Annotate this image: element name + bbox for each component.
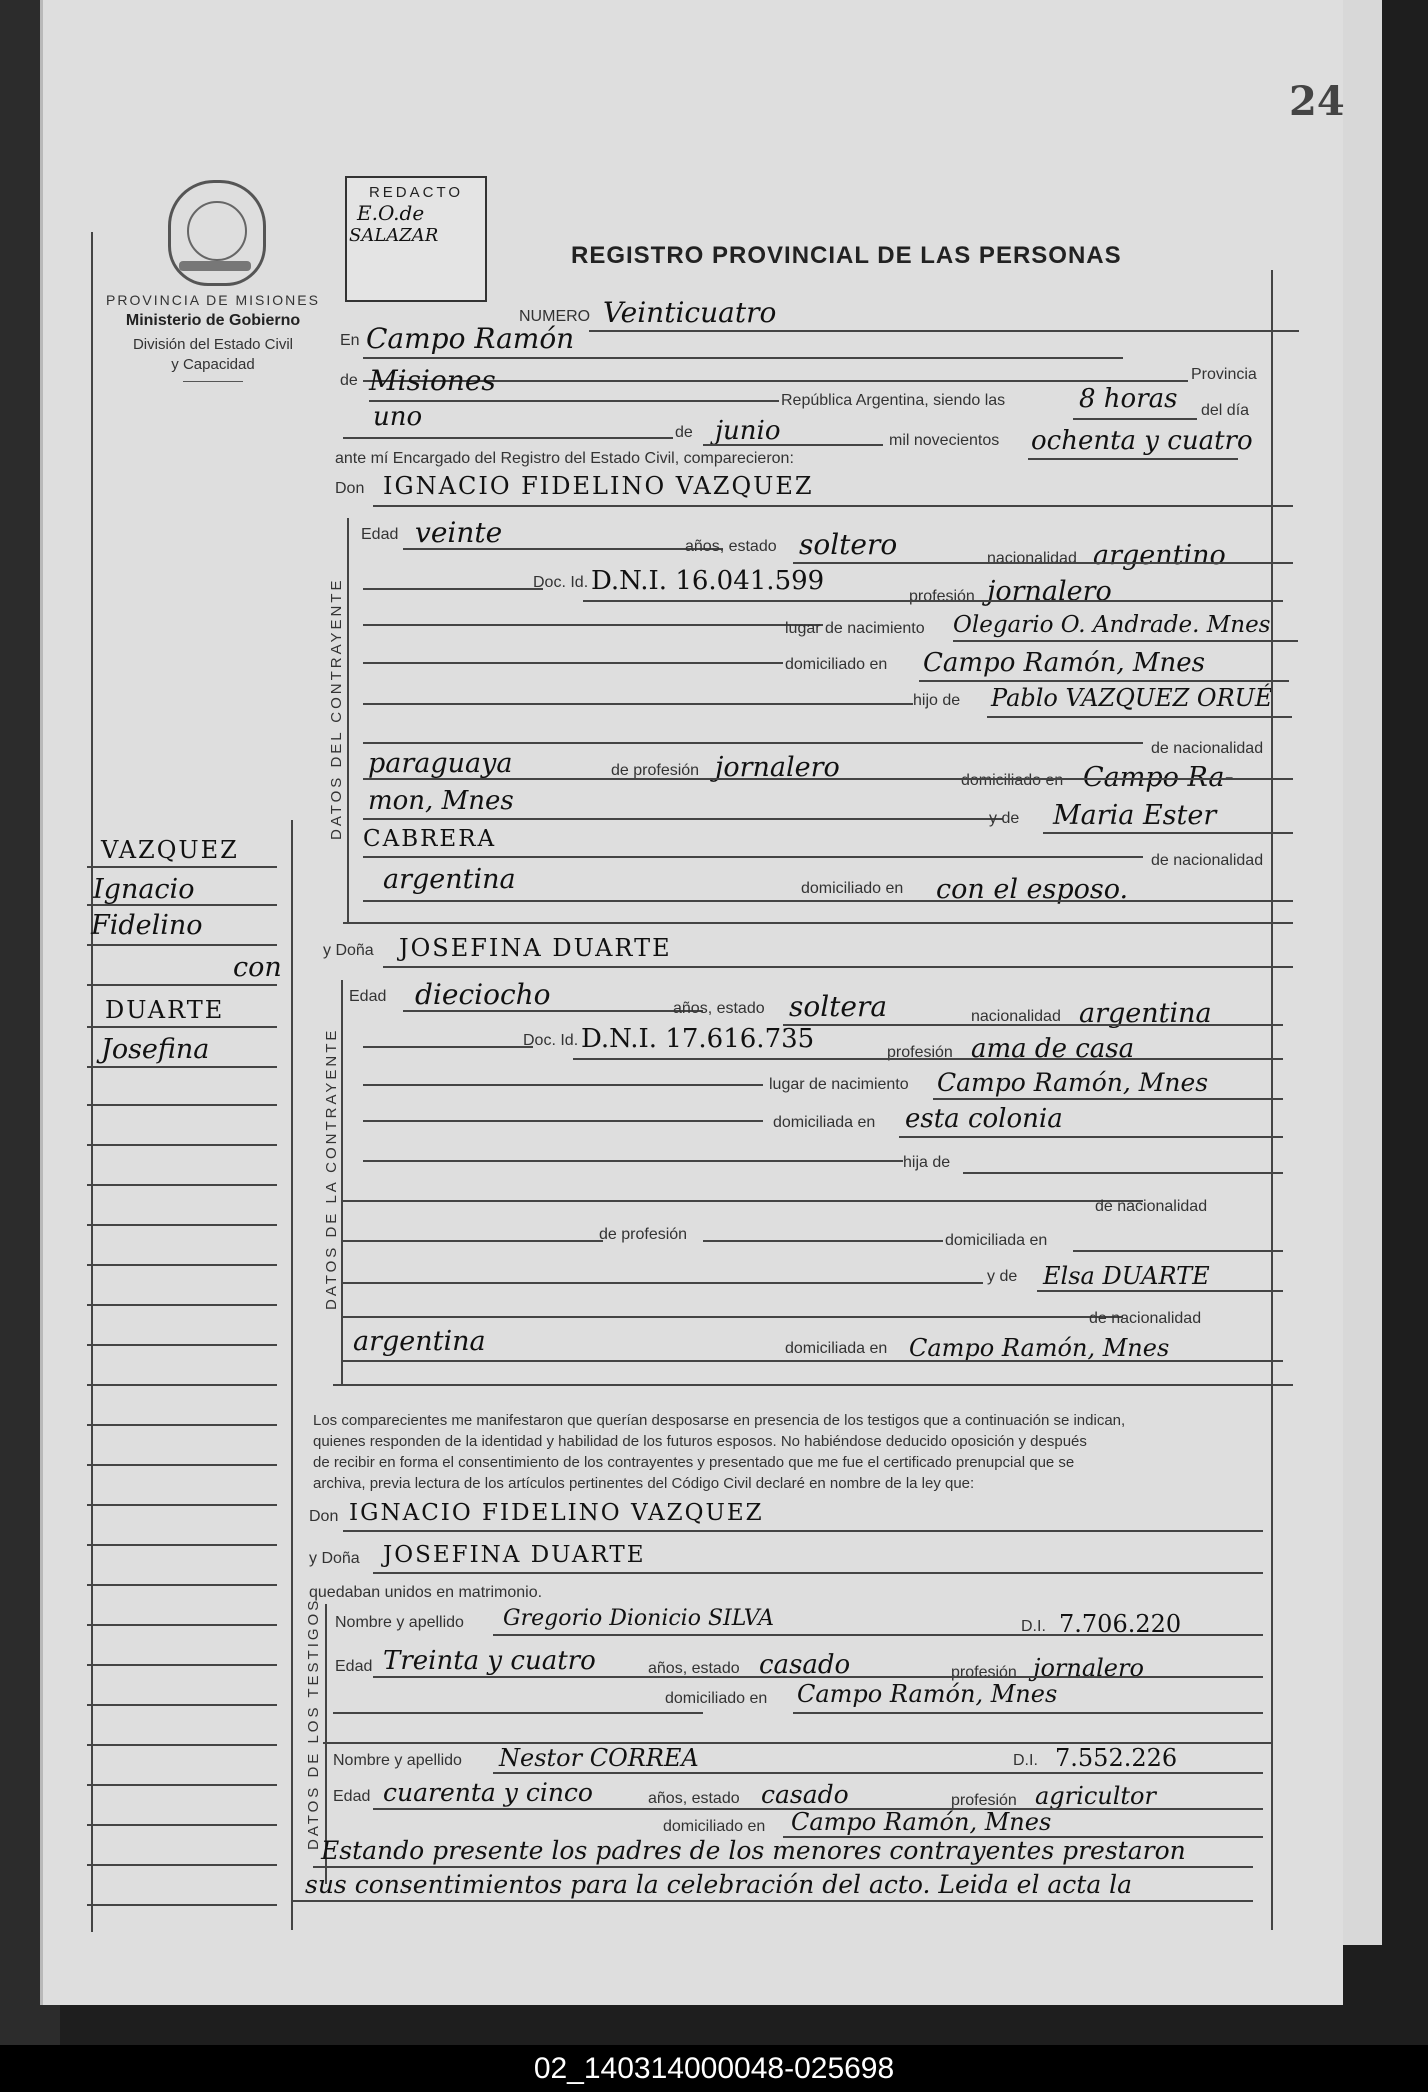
margin-line xyxy=(87,1544,277,1546)
margin-line xyxy=(87,1624,277,1626)
field-line xyxy=(987,716,1292,718)
de-value: Misiones xyxy=(369,364,496,397)
field-line xyxy=(343,1530,1263,1532)
contrayente-domicilio: Campo Ramón, Mnes xyxy=(923,648,1205,678)
margin-line xyxy=(87,1344,277,1346)
contrayente-lugar: Olegario O. Andrade. Mnes xyxy=(953,612,1271,638)
padre-domicilio-2: mon, Mnes xyxy=(368,786,514,816)
section-label-testigos: DATOS DE LOS TESTIGOS xyxy=(305,1597,322,1850)
field-line xyxy=(363,778,1293,780)
ante-text: ante mí Encargado del Registro del Estado Civil, comparecieron: xyxy=(335,450,794,467)
profesion-label: profesión xyxy=(909,588,975,605)
t1-edad-label: Edad xyxy=(335,1658,373,1675)
contrayente-f-nacionalidad: argentina xyxy=(1079,998,1212,1029)
t1-anios-label: años, estado xyxy=(648,1660,740,1677)
field-line xyxy=(933,1098,1283,1100)
page-title: REGISTRO PROVINCIAL DE LAS PERSONAS xyxy=(571,242,1122,269)
margin-line xyxy=(87,1744,277,1746)
margin-rule xyxy=(291,820,293,1930)
field-line xyxy=(403,548,723,550)
field-line xyxy=(793,1712,1263,1714)
anios-label: años, estado xyxy=(685,538,777,555)
declaration-line: archiva, previa lectura de los artículos pertinentes del Código Civil declaré en nombre de la ley que: xyxy=(313,1475,975,1492)
madre-domicilio-label: domiciliado en xyxy=(801,880,904,897)
margin-line xyxy=(87,1224,277,1226)
contrayente-nombre: IGNACIO FIDELINO VAZQUEZ xyxy=(383,472,814,500)
contrayente-profesion: jornalero xyxy=(987,576,1112,607)
notes-line-1: Estando presente los padres de los menores contrayentes prestaron xyxy=(321,1836,1186,1865)
margin-line xyxy=(87,866,277,868)
edad-label: Edad xyxy=(361,526,399,543)
margin-line xyxy=(87,904,277,906)
section-bottom-line xyxy=(343,922,1293,924)
field-line xyxy=(899,1136,1283,1138)
field-line xyxy=(373,1572,1263,1574)
dia-value: uno xyxy=(373,402,423,432)
mes-value: junio xyxy=(715,416,781,446)
field-line xyxy=(343,1316,1123,1318)
contrayente-f-nombre: JOSEFINA DUARTE xyxy=(399,934,672,962)
margin-line xyxy=(87,984,277,986)
hijo-label: hijo de xyxy=(913,692,961,709)
margin-line xyxy=(87,1704,277,1706)
t1-estado: casado xyxy=(759,1650,851,1680)
margin-line-2: Ignacio xyxy=(93,874,195,905)
margin-line xyxy=(87,1824,277,1826)
doc-label: Doc. Id. xyxy=(533,574,589,591)
margin-line xyxy=(87,1104,277,1106)
de-mes-label: de xyxy=(675,424,693,441)
section-label-contrayente: DATOS DEL CONTRAYENTE xyxy=(328,577,345,840)
field-line xyxy=(363,703,913,705)
t1-nombre: Gregorio Dionicio SILVA xyxy=(503,1606,774,1631)
declaration-dona-label: y Doña xyxy=(309,1550,360,1567)
field-line xyxy=(363,357,1123,359)
contrayente-f-doc: D.N.I. 17.616.735 xyxy=(581,1024,815,1054)
declaration-line: quienes responden de la identidad y habilidad de los futuros esposos. No habiéndose deducido oposición y después xyxy=(313,1433,1087,1450)
field-line xyxy=(919,680,1289,682)
stamp-label: REDACTO xyxy=(368,184,464,201)
field-line xyxy=(363,1120,763,1122)
declaration-line: de recibir en forma el consentimiento de los contrayentes y presentado que me fue el certificado prenupcial que se xyxy=(313,1454,1075,1471)
contrayente-f-estado: soltera xyxy=(789,990,888,1023)
margin-line xyxy=(87,1026,277,1028)
margin-line xyxy=(87,1504,277,1506)
declaration-don-label: Don xyxy=(309,1508,339,1525)
margin-line xyxy=(87,1066,277,1068)
anio-value: ochenta y cuatro xyxy=(1031,426,1253,456)
mil-label: mil novecientos xyxy=(889,432,1000,449)
t2-di: 7.552.226 xyxy=(1055,1744,1178,1772)
field-line xyxy=(403,1010,703,1012)
field-line xyxy=(373,1676,1263,1678)
field-line xyxy=(343,1360,1283,1362)
t2-domicilio: Campo Ramón, Mnes xyxy=(791,1808,1052,1836)
section-rule xyxy=(347,518,349,923)
stamp-line-2: SALAZAR xyxy=(349,225,439,246)
t2-di-label: D.I. xyxy=(1013,1752,1038,1769)
de-profesion-label: de profesión xyxy=(611,762,700,779)
contrayente-doc: D.N.I. 16.041.599 xyxy=(591,566,825,596)
contrayente-estado: soltero xyxy=(799,528,898,561)
y-de-label: y de xyxy=(989,810,1020,827)
contrayente-nacionalidad: argentino xyxy=(1093,540,1226,571)
t1-edad: Treinta y cuatro xyxy=(383,1646,596,1676)
declaration-don-value: IGNACIO FIDELINO VAZQUEZ xyxy=(349,1500,764,1526)
ministry-division-2: y Capacidad xyxy=(171,356,255,373)
right-rule xyxy=(1271,270,1273,1930)
margin-line xyxy=(87,1384,277,1386)
numero-value: Veinticuatro xyxy=(603,296,777,329)
field-line xyxy=(363,1160,903,1162)
madre-nacionalidad-label: de nacionalidad xyxy=(1151,852,1264,869)
ministry-name: Ministerio de Gobierno xyxy=(125,312,301,329)
margin-line xyxy=(87,1424,277,1426)
madre-nacionalidad: argentina xyxy=(383,864,516,895)
republica-label: República Argentina, siendo las xyxy=(781,392,1006,409)
del-dia-label: del día xyxy=(1201,402,1250,419)
margin-line-1: VAZQUEZ xyxy=(101,836,239,864)
domicilio-label: domiciliado en xyxy=(785,656,888,673)
margin-line xyxy=(87,1784,277,1786)
declaration-dona-value: JOSEFINA DUARTE xyxy=(383,1542,646,1568)
margin-line xyxy=(87,1584,277,1586)
stamp-line-1: E.O.de xyxy=(357,201,425,225)
field-line xyxy=(1073,418,1197,420)
field-line xyxy=(369,400,779,402)
madre-f-nacionalidad: argentina xyxy=(353,1326,486,1357)
t1-nombre-label: Nombre y apellido xyxy=(335,1614,464,1631)
field-line xyxy=(363,662,783,664)
t2-nombre-label: Nombre y apellido xyxy=(333,1752,462,1769)
t2-nombre: Nestor CORREA xyxy=(499,1744,699,1772)
field-line xyxy=(1043,832,1293,834)
margin-line xyxy=(87,1904,277,1906)
field-line xyxy=(363,624,823,626)
horas-value: 8 horas xyxy=(1079,384,1178,414)
redacto-stamp xyxy=(345,176,487,302)
left-rule xyxy=(91,232,93,1932)
notes-line-2: sus consentimientos para la celebración del acto. Leida el acta la xyxy=(305,1870,1133,1899)
t2-profesion: agricultor xyxy=(1035,1782,1156,1810)
provincia-label: Provincia xyxy=(1191,366,1257,383)
field-line xyxy=(383,966,1293,968)
field-line xyxy=(783,1024,1283,1026)
t2-profesion-label: profesión xyxy=(951,1792,1017,1809)
padre-domicilio-label: domiciliado en xyxy=(961,772,1064,789)
ministry-province: PROVINCIA DE MISIONES xyxy=(106,292,320,308)
t2-estado: casado xyxy=(761,1780,849,1809)
field-line xyxy=(793,562,1293,564)
t2-edad: cuarenta y cinco xyxy=(383,1778,593,1807)
en-value: Campo Ramón xyxy=(366,322,575,355)
field-line xyxy=(363,1084,763,1086)
footer-id: 02_140314000048-025698 xyxy=(0,2045,1428,2092)
margin-line xyxy=(87,1304,277,1306)
field-line xyxy=(343,437,673,439)
contrayente-edad: veinte xyxy=(415,516,503,549)
field-line xyxy=(343,1240,603,1242)
t2-domicilio-label: domiciliado en xyxy=(663,1818,766,1835)
madre-domicilio-f-label: domiciliada en xyxy=(785,1340,888,1357)
domicilio-f-label: domiciliada en xyxy=(773,1114,876,1131)
margin-line xyxy=(87,944,277,946)
margin-line-6: Josefina xyxy=(101,1034,210,1065)
field-line xyxy=(363,1046,533,1048)
field-line xyxy=(1037,1290,1283,1292)
page-edge xyxy=(1340,0,1382,1945)
lugar-label: lugar de nacimiento xyxy=(785,620,925,637)
numero-label: NUMERO xyxy=(519,308,591,325)
declaration-line: Los comparecientes me manifestaron que querían desposarse en presencia de los testigos que a continuación se indican, xyxy=(313,1412,1126,1429)
padre-domicilio-1: Campo Ra- xyxy=(1083,762,1234,793)
field-line xyxy=(333,1712,703,1714)
de-nacionalidad-f-label: de nacionalidad xyxy=(1095,1198,1208,1215)
field-line xyxy=(493,1772,1263,1774)
field-line xyxy=(703,1240,943,1242)
de-label: de xyxy=(340,372,358,389)
field-line xyxy=(589,330,1299,332)
field-line xyxy=(293,1900,1253,1902)
field-line xyxy=(363,818,1003,820)
hija-label: hija de xyxy=(903,1154,951,1171)
field-line xyxy=(963,1172,1283,1174)
de-nacionalidad-label: de nacionalidad xyxy=(1151,740,1264,757)
page-number: 24 xyxy=(1289,78,1345,125)
edad-f-label: Edad xyxy=(349,988,387,1005)
padre-domicilio-f-label: domiciliada en xyxy=(945,1232,1048,1249)
margin-line xyxy=(87,1464,277,1466)
anios-f-label: años, estado xyxy=(673,1000,765,1017)
contrayente-f-madre: Elsa DUARTE xyxy=(1043,1262,1210,1290)
margin-line xyxy=(87,1864,277,1866)
field-line xyxy=(373,505,1293,507)
lugar-f-label: lugar de nacimiento xyxy=(769,1076,909,1093)
t1-di-label: D.I. xyxy=(1021,1618,1046,1635)
nacionalidad-f-label: nacionalidad xyxy=(971,1008,1061,1025)
nacionalidad-label: nacionalidad xyxy=(987,550,1077,567)
madre-nacionalidad-f-label: de nacionalidad xyxy=(1089,1310,1202,1327)
field-line xyxy=(363,742,1143,744)
field-line xyxy=(953,640,1298,642)
section-bottom-line xyxy=(333,1384,1293,1386)
field-line xyxy=(703,444,883,446)
t1-domicilio-label: domiciliado en xyxy=(665,1690,768,1707)
field-line xyxy=(573,1058,1283,1060)
padre-profesion: jornalero xyxy=(715,752,840,783)
y-de-f-label: y de xyxy=(987,1268,1018,1285)
margin-line xyxy=(87,1184,277,1186)
contrayente-f-edad: dieciocho xyxy=(415,978,551,1011)
field-line xyxy=(1073,1250,1283,1252)
margin-line xyxy=(87,1664,277,1666)
don-label: Don xyxy=(335,480,365,497)
coat-of-arms-icon xyxy=(168,180,266,286)
de-profesion-f-label: de profesión xyxy=(599,1226,688,1243)
contrayente-padre: Pablo VAZQUEZ ORUÉ xyxy=(991,684,1273,712)
field-line xyxy=(343,1282,983,1284)
t1-profesion-label: profesión xyxy=(951,1664,1017,1681)
contrayente-f-profesion: ama de casa xyxy=(971,1034,1135,1064)
madre-domicilio: con el esposo. xyxy=(936,874,1129,905)
register-page xyxy=(40,0,1343,2005)
t1-di: 7.706.220 xyxy=(1059,1610,1182,1638)
profesion-f-label: profesión xyxy=(887,1044,953,1061)
field-line xyxy=(363,900,1293,902)
padre-nacionalidad: paraguaya xyxy=(368,748,513,779)
margin-line-3: Fidelino xyxy=(91,910,203,941)
field-line xyxy=(1028,458,1238,460)
margin-line-5: DUARTE xyxy=(105,996,225,1024)
quedaban-text: quedaban unidos en matrimonio. xyxy=(309,1584,543,1601)
section-rule xyxy=(341,980,343,1385)
field-line xyxy=(583,600,1283,602)
margin-line xyxy=(87,1264,277,1266)
contrayente-f-lugar: Campo Ramón, Mnes xyxy=(937,1068,1209,1097)
margin-line-4: con xyxy=(233,952,282,983)
madre-nombre-1: Maria Ester xyxy=(1053,800,1217,831)
field-line xyxy=(343,1200,1143,1202)
field-line xyxy=(493,1634,1263,1636)
madre-f-domicilio: Campo Ramón, Mnes xyxy=(909,1334,1170,1362)
t2-edad-label: Edad xyxy=(333,1788,371,1805)
section-label-contrayente-f: DATOS DE LA CONTRAYENTE xyxy=(323,1027,340,1310)
declaration-text xyxy=(313,1410,1125,1494)
t2-anios-label: años, estado xyxy=(648,1790,740,1807)
field-line xyxy=(363,588,543,590)
contrayente-f-domicilio: esta colonia xyxy=(905,1104,1063,1134)
ministry-header xyxy=(93,292,333,382)
t1-profesion: jornalero xyxy=(1033,1654,1144,1682)
field-line xyxy=(313,1866,1253,1868)
t1-domicilio: Campo Ramón, Mnes xyxy=(797,1680,1058,1708)
madre-nombre-2: CABRERA xyxy=(363,826,497,852)
ministry-division: División del Estado Civil xyxy=(132,336,294,353)
margin-line xyxy=(87,1144,277,1146)
dona-label: y Doña xyxy=(323,942,374,959)
field-line xyxy=(363,856,1143,858)
en-label: En xyxy=(340,332,360,349)
doc-f-label: Doc. Id. xyxy=(523,1032,579,1049)
